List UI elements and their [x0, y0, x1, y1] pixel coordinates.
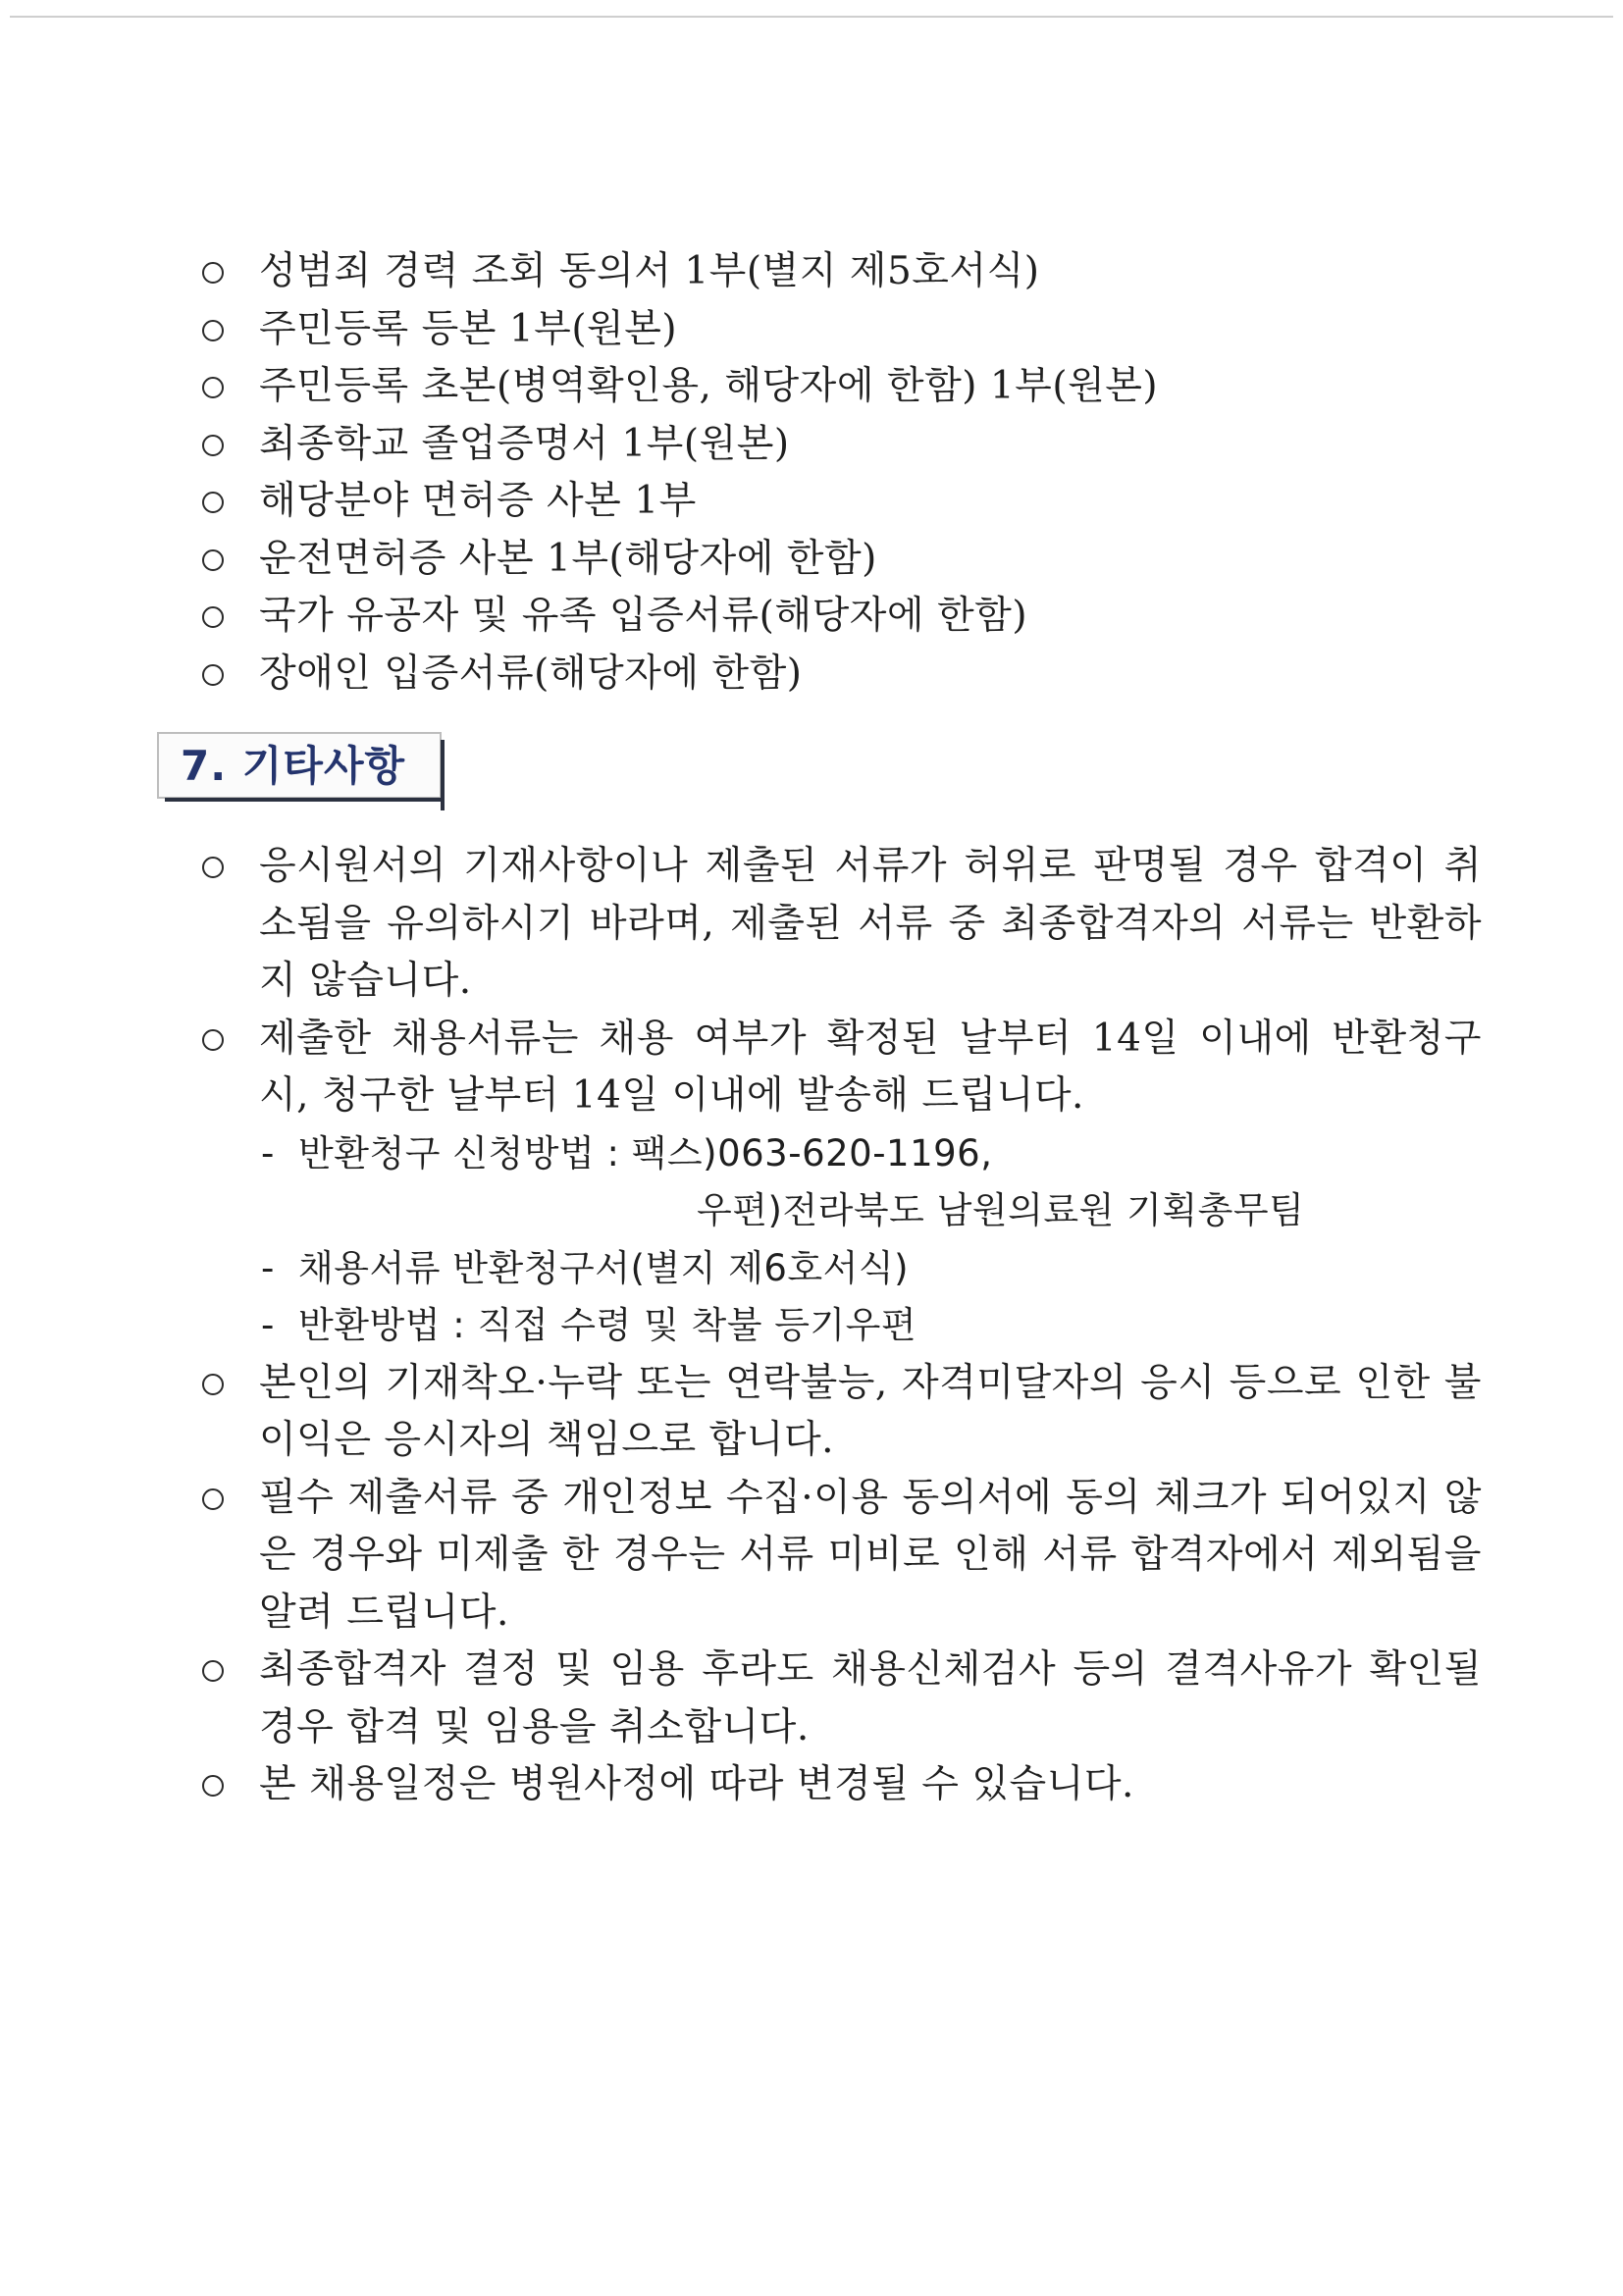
return-method-line2: 우편)전라북도 남원의료원 기획총무팀	[697, 1189, 1305, 1231]
document-item-text: 국가 유공자 및 유족 입증서류(해당자에 한함)	[259, 594, 1028, 638]
return-form-text: 채용서류 반환청구서(별지 제6호서식)	[298, 1246, 910, 1289]
list-item	[196, 1355, 1482, 1470]
list-item	[196, 473, 1482, 531]
circle-bullet-icon	[202, 492, 224, 513]
return-request-method	[196, 1125, 1482, 1183]
document-item-text: 성범죄 경력 조회 동의서 1부(별지 제5호서식)	[259, 249, 1040, 293]
required-documents-list	[196, 243, 1482, 703]
dash-marker: -	[261, 1131, 275, 1174]
section-title: 7. 기타사항	[181, 742, 406, 790]
document-item-text: 운전면허증 사본 1부(해당자에 한함)	[259, 536, 877, 581]
circle-bullet-icon	[202, 857, 224, 878]
note-text: 응시원서의 기재사항이나 제출된 서류가 허위로 판명될 경우 합격이 취소됨을 유의하시기 바라며, 제출된 서류 중 최종합격자의 서류는 반환하지 않습니다.	[259, 844, 1482, 1003]
section-header	[157, 732, 442, 799]
circle-bullet-icon	[202, 1029, 224, 1051]
document-item-text: 최종학교 졸업증명서 1부(원본)	[259, 421, 790, 466]
circle-bullet-icon	[202, 1488, 224, 1510]
return-method-line1: 반환청구 신청방법 : 팩스)063-620-1196,	[298, 1131, 993, 1174]
top-rule	[10, 16, 1613, 18]
note-text: 본 채용일정은 병원사정에 따라 변경될 수 있습니다.	[259, 1762, 1134, 1806]
dash-marker: -	[261, 1304, 275, 1346]
list-item	[196, 358, 1482, 416]
circle-bullet-icon	[202, 1775, 224, 1797]
list-item	[196, 646, 1482, 704]
list-item	[196, 588, 1482, 646]
circle-bullet-icon	[202, 664, 224, 686]
document-item-text: 해당분야 면허증 사본 1부	[259, 479, 697, 523]
document-item-text: 주민등록 초본(병역확인용, 해당자에 한함) 1부(원본)	[259, 364, 1159, 408]
note-text: 최종합격자 결정 및 임용 후라도 채용신체검사 등의 결격사유가 확인될 경우 합격 및 임용을 취소합니다.	[259, 1647, 1482, 1749]
note-text: 본인의 기재착오·누락 또는 연락불능, 자격미달자의 응시 등으로 인한 불이익은 응시자의 책임으로 합니다.	[259, 1360, 1482, 1462]
circle-bullet-icon	[202, 435, 224, 456]
circle-bullet-icon	[202, 1660, 224, 1682]
document-item-text: 장애인 입증서류(해당자에 한함)	[259, 651, 803, 696]
circle-bullet-icon	[202, 320, 224, 341]
return-request-address	[196, 1182, 1482, 1240]
list-item	[196, 1011, 1482, 1125]
list-item	[196, 531, 1482, 589]
circle-bullet-icon	[202, 606, 224, 628]
list-item	[196, 243, 1482, 301]
circle-bullet-icon	[202, 1374, 224, 1395]
note-text: 필수 제출서류 중 개인정보 수집·이용 동의서에 동의 체크가 되어있지 않은 경우와 미제출 한 경우는 서류 미비로 인해 서류 합격자에서 제외됨을 알려 드립니다.	[259, 1475, 1482, 1635]
return-method-text: 반환방법 : 직접 수령 및 착불 등기우편	[298, 1304, 917, 1346]
dash-marker: -	[261, 1246, 275, 1289]
document-item-text: 주민등록 등본 1부(원본)	[259, 306, 678, 351]
list-item	[196, 838, 1482, 1011]
list-item	[196, 1756, 1482, 1814]
notes-list	[196, 838, 1482, 1814]
return-request-form	[196, 1240, 1482, 1298]
list-item	[196, 301, 1482, 359]
list-item	[196, 1642, 1482, 1756]
note-text: 제출한 채용서류는 채용 여부가 확정된 날부터 14일 이내에 반환청구 시, 청구한 날부터 14일 이내에 발송해 드립니다.	[259, 1016, 1482, 1118]
document-body	[181, 243, 1482, 1814]
circle-bullet-icon	[202, 549, 224, 571]
circle-bullet-icon	[202, 377, 224, 398]
list-item	[196, 1470, 1482, 1643]
circle-bullet-icon	[202, 262, 224, 284]
list-item	[196, 416, 1482, 474]
return-method	[196, 1297, 1482, 1355]
